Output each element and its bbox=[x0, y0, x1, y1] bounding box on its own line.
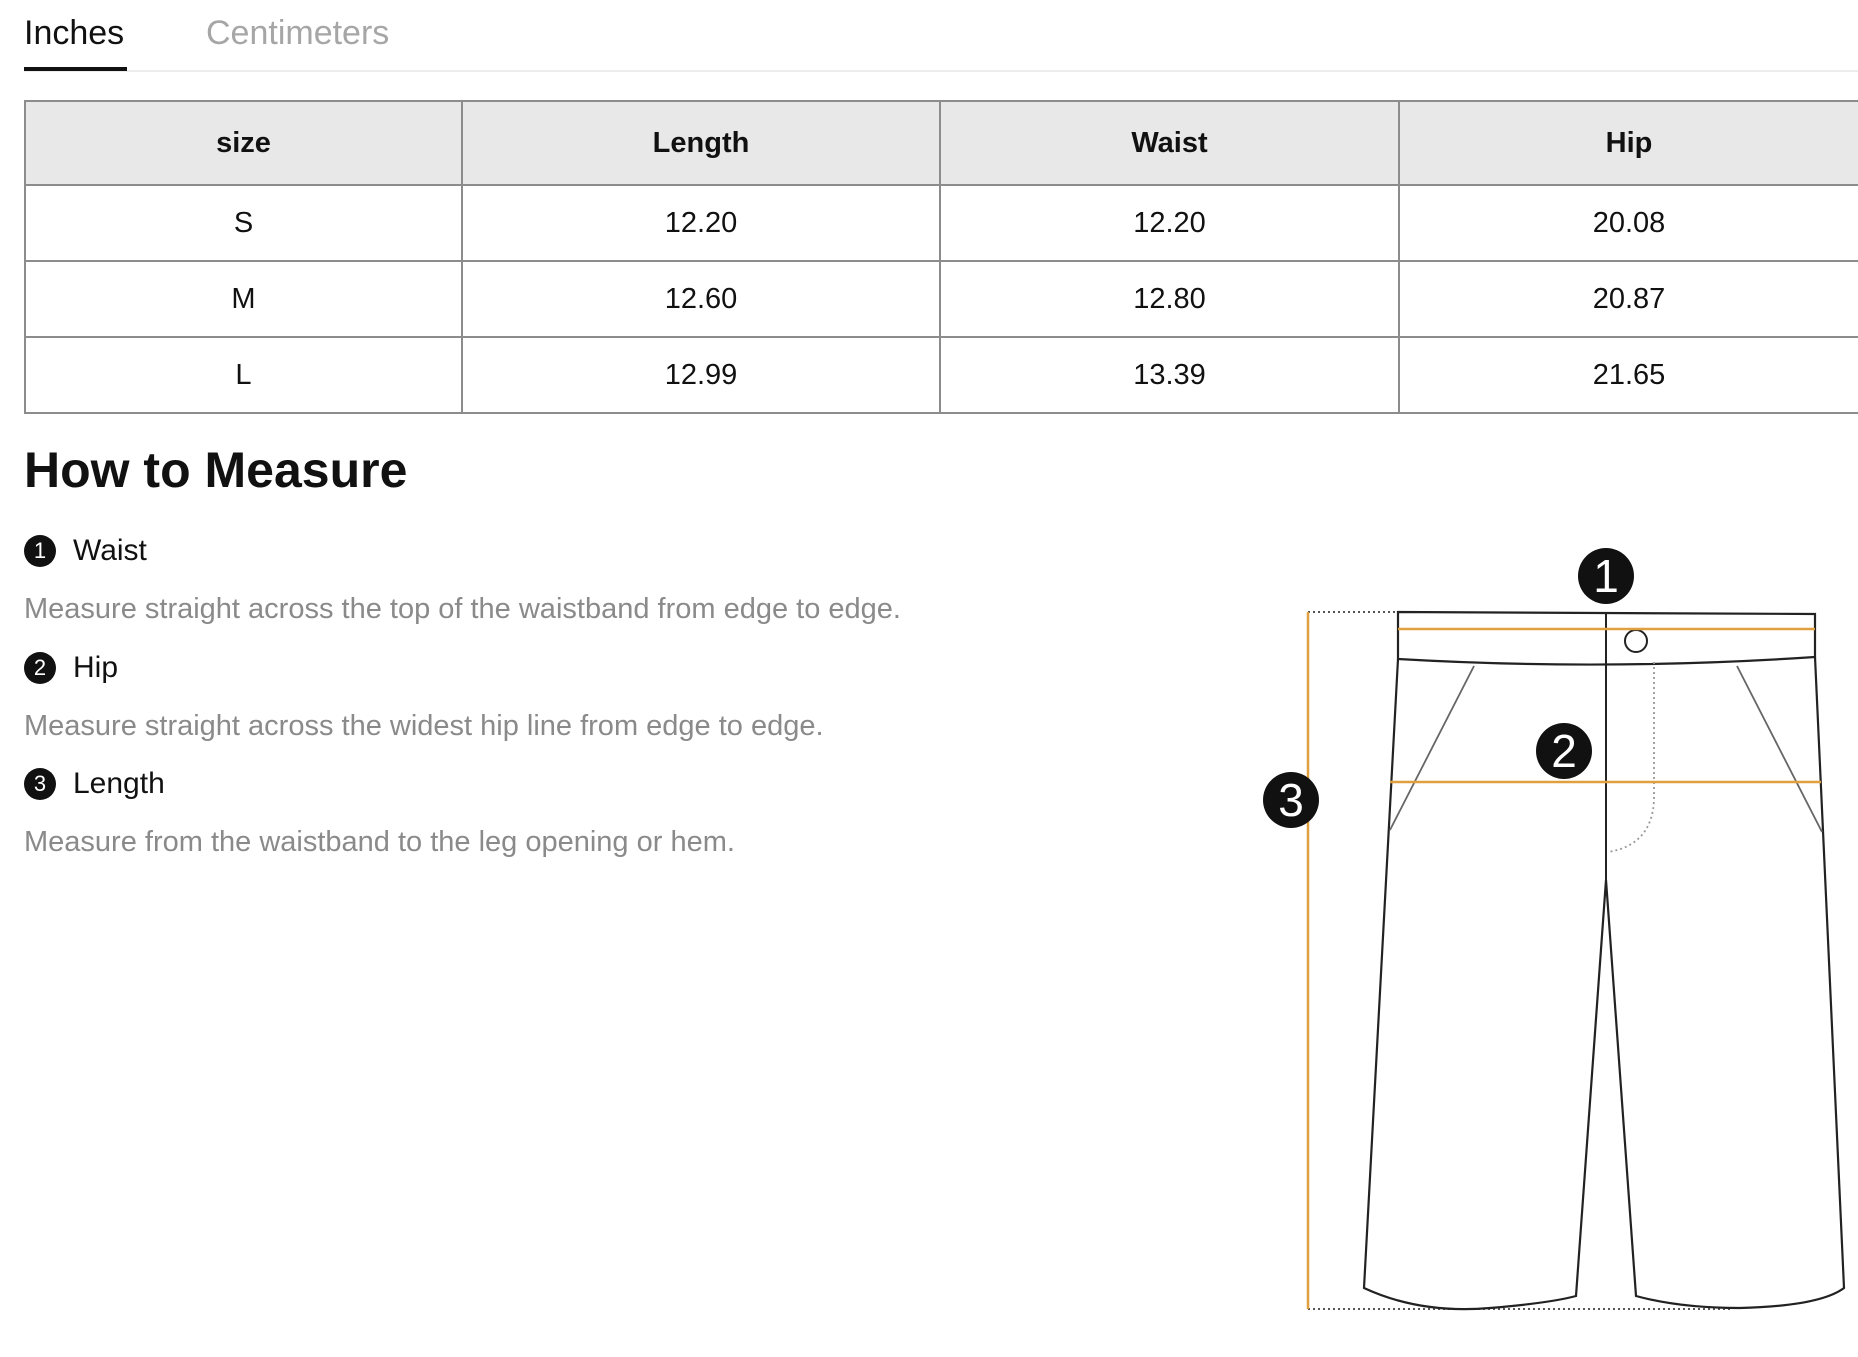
table-cell: L bbox=[25, 337, 462, 413]
svg-text:2: 2 bbox=[1551, 725, 1577, 777]
marker-1-icon bbox=[1578, 548, 1634, 604]
column-header-length: Length bbox=[462, 101, 940, 185]
column-header-waist: Waist bbox=[940, 101, 1399, 185]
table-cell: 21.65 bbox=[1399, 337, 1858, 413]
number-badge-icon: 2 bbox=[24, 652, 56, 684]
measure-item-waist bbox=[24, 531, 1224, 629]
table-row bbox=[25, 337, 1858, 413]
measure-title: Waist bbox=[73, 534, 147, 567]
shorts-measurement-diagram bbox=[1250, 530, 1858, 1330]
measure-description: Measure from the waistband to the leg opening or hem. bbox=[24, 826, 735, 858]
table-cell: 12.20 bbox=[940, 185, 1399, 261]
right-pocket-line bbox=[1737, 666, 1822, 832]
measure-item-hip bbox=[24, 648, 1224, 746]
table-row bbox=[25, 261, 1858, 337]
measure-title: Hip bbox=[73, 651, 119, 684]
table-header-row bbox=[25, 101, 1858, 185]
table-cell: 12.80 bbox=[940, 261, 1399, 337]
tab-inches[interactable]: Inches bbox=[24, 14, 125, 52]
marker-2-icon bbox=[1536, 723, 1592, 779]
how-to-measure-title: How to Measure bbox=[24, 442, 408, 498]
measure-description: Measure straight across the top of the waistband from edge to edge. bbox=[24, 593, 901, 625]
number-badge-icon: 3 bbox=[24, 768, 56, 800]
table-cell: 12.20 bbox=[462, 185, 940, 261]
column-header-hip: Hip bbox=[1399, 101, 1858, 185]
fly-stitch-line bbox=[1608, 662, 1654, 852]
marker-3-icon bbox=[1263, 772, 1319, 828]
table-cell: 13.39 bbox=[940, 337, 1399, 413]
svg-text:1: 1 bbox=[1593, 550, 1619, 602]
left-pocket-line bbox=[1390, 666, 1474, 830]
table-cell: 20.87 bbox=[1399, 261, 1858, 337]
table-cell: S bbox=[25, 185, 462, 261]
table-cell: 12.60 bbox=[462, 261, 940, 337]
active-tab-indicator bbox=[24, 67, 127, 71]
shorts-body-outline bbox=[1364, 657, 1844, 1309]
unit-tabs bbox=[24, 0, 1858, 72]
measure-title: Length bbox=[73, 767, 165, 800]
svg-text:3: 3 bbox=[1278, 774, 1304, 826]
button-icon bbox=[1625, 630, 1647, 652]
measure-item-length bbox=[24, 764, 1224, 862]
column-header-size: size bbox=[25, 101, 462, 185]
size-chart-table bbox=[24, 100, 1858, 414]
number-badge-icon: 1 bbox=[24, 535, 56, 567]
table-cell: 12.99 bbox=[462, 337, 940, 413]
measure-description: Measure straight across the widest hip line from edge to edge. bbox=[24, 710, 824, 742]
table-cell: M bbox=[25, 261, 462, 337]
table-row bbox=[25, 185, 1858, 261]
table-cell: 20.08 bbox=[1399, 185, 1858, 261]
tab-centimeters[interactable]: Centimeters bbox=[206, 14, 390, 52]
